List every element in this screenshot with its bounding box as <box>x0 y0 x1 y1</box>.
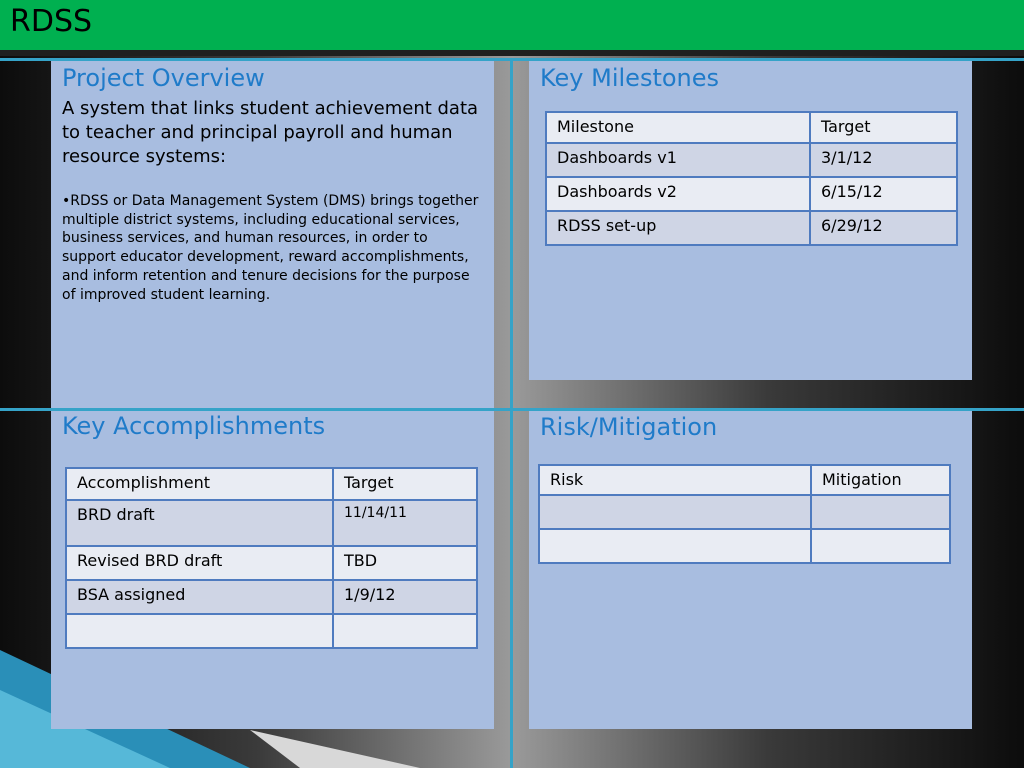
column-header-milestone: Milestone <box>546 112 810 143</box>
table-row <box>66 546 477 580</box>
accomplishment-cell: BSA assigned <box>66 580 333 614</box>
target-cell: 6/15/12 <box>810 177 957 211</box>
title-bar <box>0 0 1024 50</box>
mitigation-cell <box>811 495 950 529</box>
table-row <box>539 529 950 563</box>
title-underline <box>0 50 1024 56</box>
column-header-risk: Risk <box>539 465 811 495</box>
table-row <box>66 580 477 614</box>
target-cell: 11/14/11 <box>333 500 477 546</box>
table-row <box>66 500 477 546</box>
column-header-mitigation: Mitigation <box>811 465 950 495</box>
key-accomplishments-panel <box>51 411 494 729</box>
column-header-target: Target <box>333 468 477 500</box>
target-cell: 6/29/12 <box>810 211 957 245</box>
table-header-row <box>539 465 950 495</box>
column-header-target: Target <box>810 112 957 143</box>
key-accomplishments-heading: Key Accomplishments <box>62 412 326 440</box>
accomplishment-cell <box>66 614 333 648</box>
target-cell: TBD <box>333 546 477 580</box>
mitigation-cell <box>811 529 950 563</box>
column-header-accomplishment: Accomplishment <box>66 468 333 500</box>
divider-center <box>510 58 513 768</box>
table-row <box>546 177 957 211</box>
project-overview-subtitle: A system that links student achievement data to teacher and principal payroll and human resource systems: <box>62 98 479 167</box>
milestone-cell: Dashboards v1 <box>546 143 810 177</box>
milestone-cell: RDSS set-up <box>546 211 810 245</box>
table-row <box>66 614 477 648</box>
accomplishment-cell: Revised BRD draft <box>66 546 333 580</box>
risk-mitigation-table <box>538 464 951 564</box>
project-overview-bullet: •RDSS or Data Management System (DMS) brings together multiple district systems, including educational services, business services, and human resources, in order to support educator development, reward accomplishments, and inform retention and tenure decisions for the purpose of improved student learning. <box>62 193 479 303</box>
risk-mitigation-heading: Risk/Mitigation <box>540 413 718 441</box>
accomplishments-table <box>65 467 478 649</box>
risk-cell <box>539 495 811 529</box>
risk-mitigation-panel <box>529 411 972 729</box>
table-header-row <box>546 112 957 143</box>
target-cell <box>333 614 477 648</box>
target-cell: 1/9/12 <box>333 580 477 614</box>
table-row <box>539 495 950 529</box>
milestones-table <box>545 111 958 246</box>
slide-title: RDSS <box>10 4 93 39</box>
key-milestones-heading: Key Milestones <box>540 64 720 92</box>
table-row <box>546 211 957 245</box>
table-header-row <box>66 468 477 500</box>
project-overview-heading: Project Overview <box>62 64 265 92</box>
risk-cell <box>539 529 811 563</box>
target-cell: 3/1/12 <box>810 143 957 177</box>
project-overview-panel <box>51 61 494 408</box>
milestone-cell: Dashboards v2 <box>546 177 810 211</box>
accomplishment-cell: BRD draft <box>66 500 333 546</box>
key-milestones-panel <box>529 61 972 380</box>
table-row <box>546 143 957 177</box>
